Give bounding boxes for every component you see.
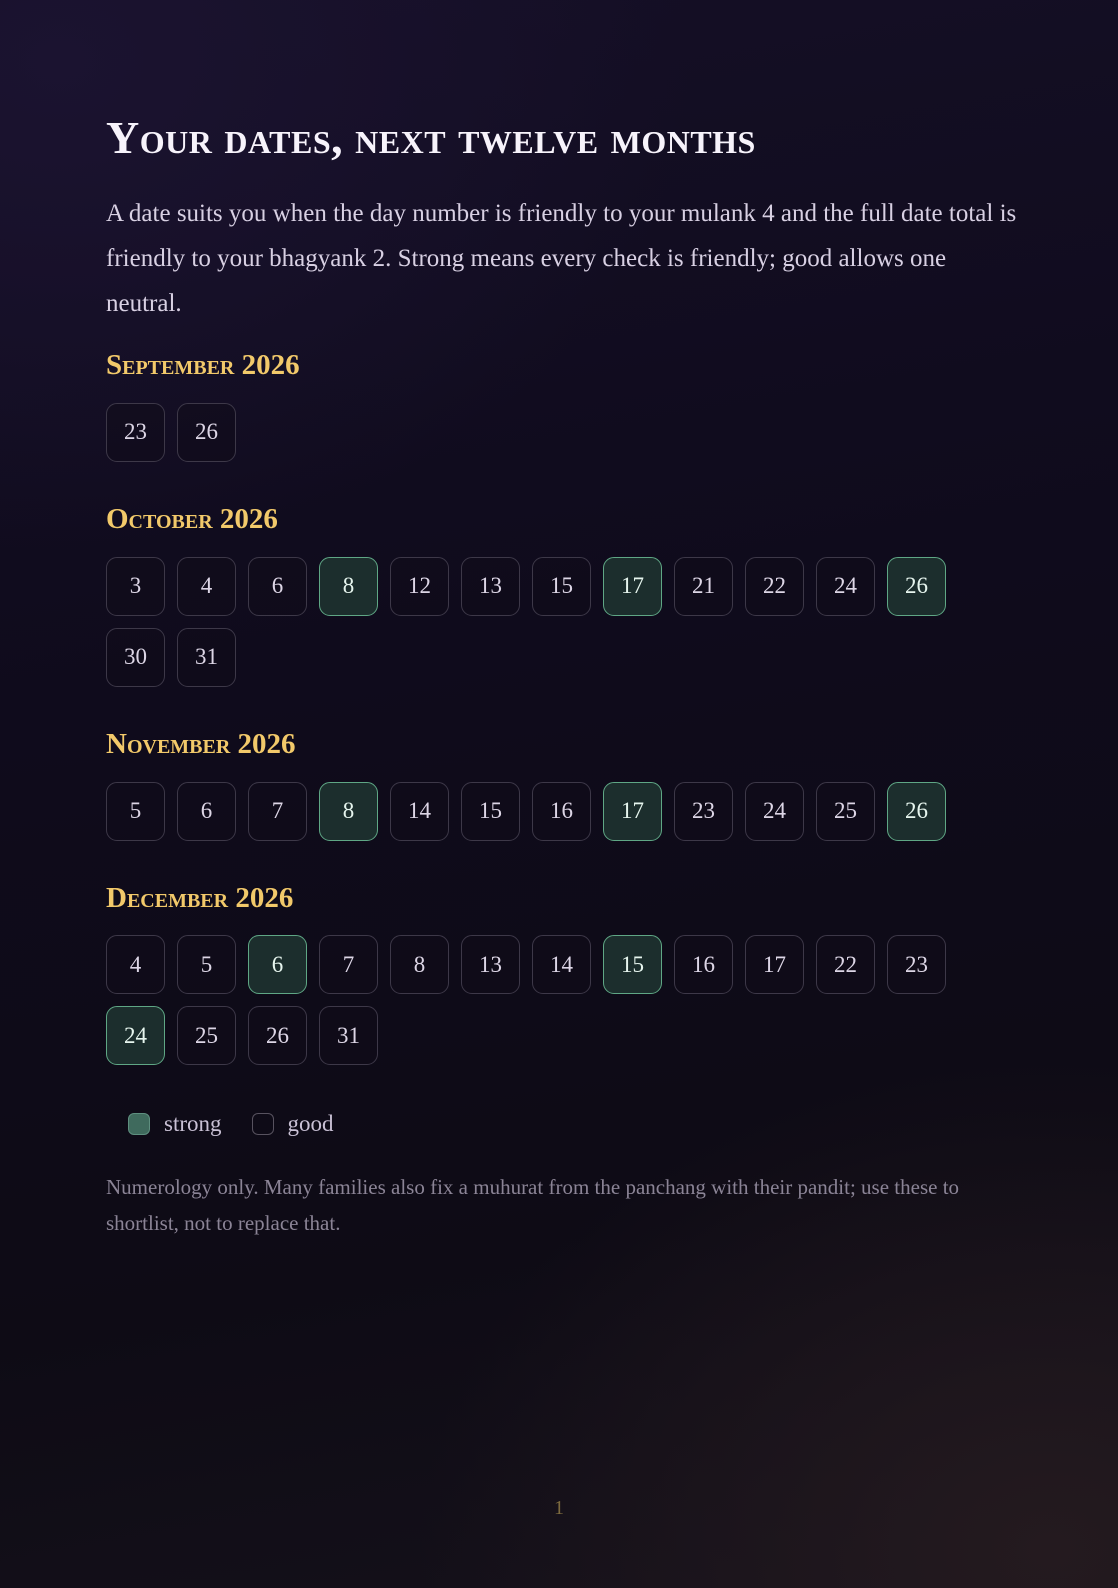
date-chip-good: 22	[745, 557, 804, 616]
date-chip-good: 15	[461, 782, 520, 841]
date-chip-good: 22	[816, 935, 875, 994]
disclaimer-note: Numerology only. Many families also fix a muhurat from the panchang with their pandit; use these to shortlist, not to replace that.	[106, 1175, 960, 1236]
date-chip-strong: 6	[248, 935, 307, 994]
date-chip-good: 14	[390, 782, 449, 841]
strong-swatch-icon	[128, 1113, 150, 1135]
date-chip-good: 23	[674, 782, 733, 841]
date-chip-good: 15	[532, 557, 591, 616]
legend-good-label: good	[287, 1111, 334, 1137]
date-chip-strong: 26	[887, 782, 946, 841]
date-chip-strong: 26	[887, 557, 946, 616]
legend-item-good	[252, 1111, 334, 1137]
date-chip-good: 6	[248, 557, 307, 616]
legend-strong-label: strong	[164, 1111, 222, 1137]
month-section	[106, 348, 1018, 474]
date-chip-good: 13	[461, 935, 520, 994]
date-chip-good: 13	[461, 557, 520, 616]
date-chip-good: 16	[674, 935, 733, 994]
month-section	[106, 502, 1018, 699]
date-chip-good: 25	[177, 1006, 236, 1065]
date-chip-good: 31	[319, 1006, 378, 1065]
legend	[128, 1111, 1018, 1137]
date-chip-list	[106, 782, 966, 853]
intro-paragraph: A date suits you when the day number is friendly to your mulank 4 and the full date total is friendly to your bhagyank 2. Strong means every check is friendly; good allows one neutral.	[106, 200, 1017, 318]
date-chip-good: 4	[177, 557, 236, 616]
month-section	[106, 881, 1018, 1078]
date-chip-good: 12	[390, 557, 449, 616]
page-title: Your dates, next twelve months	[106, 112, 756, 163]
date-chip-good: 5	[106, 782, 165, 841]
date-chip-good: 24	[816, 557, 875, 616]
good-swatch-icon	[252, 1113, 274, 1135]
date-chip-strong: 8	[319, 557, 378, 616]
date-chip-good: 23	[106, 403, 165, 462]
date-chip-good: 21	[674, 557, 733, 616]
date-chip-list	[106, 557, 966, 699]
legend-item-strong	[128, 1111, 222, 1137]
date-chip-good: 25	[816, 782, 875, 841]
date-chip-strong: 24	[106, 1006, 165, 1065]
date-chip-good: 16	[532, 782, 591, 841]
date-chip-good: 17	[745, 935, 804, 994]
date-chip-good: 5	[177, 935, 236, 994]
date-chip-good: 8	[390, 935, 449, 994]
date-chip-list	[106, 403, 966, 474]
date-chip-good: 30	[106, 628, 165, 687]
month-title: September 2026	[106, 349, 300, 382]
page-number: 1	[554, 1497, 564, 1519]
date-chip-strong: 17	[603, 782, 662, 841]
date-chip-good: 23	[887, 935, 946, 994]
date-chip-good: 14	[532, 935, 591, 994]
date-chip-good: 26	[248, 1006, 307, 1065]
date-chip-good: 6	[177, 782, 236, 841]
month-section	[106, 727, 1018, 853]
date-chip-good: 3	[106, 557, 165, 616]
date-chip-list	[106, 935, 966, 1077]
dates-page	[106, 110, 1018, 1241]
date-chip-good: 7	[319, 935, 378, 994]
date-chip-strong: 15	[603, 935, 662, 994]
date-chip-good: 7	[248, 782, 307, 841]
date-chip-good: 24	[745, 782, 804, 841]
month-title: October 2026	[106, 502, 278, 535]
date-chip-strong: 8	[319, 782, 378, 841]
date-chip-good: 31	[177, 628, 236, 687]
month-title: December 2026	[106, 881, 294, 914]
month-title: November 2026	[106, 727, 296, 760]
date-chip-good: 4	[106, 935, 165, 994]
date-chip-strong: 17	[603, 557, 662, 616]
months-container	[106, 348, 1018, 1077]
date-chip-good: 26	[177, 403, 236, 462]
